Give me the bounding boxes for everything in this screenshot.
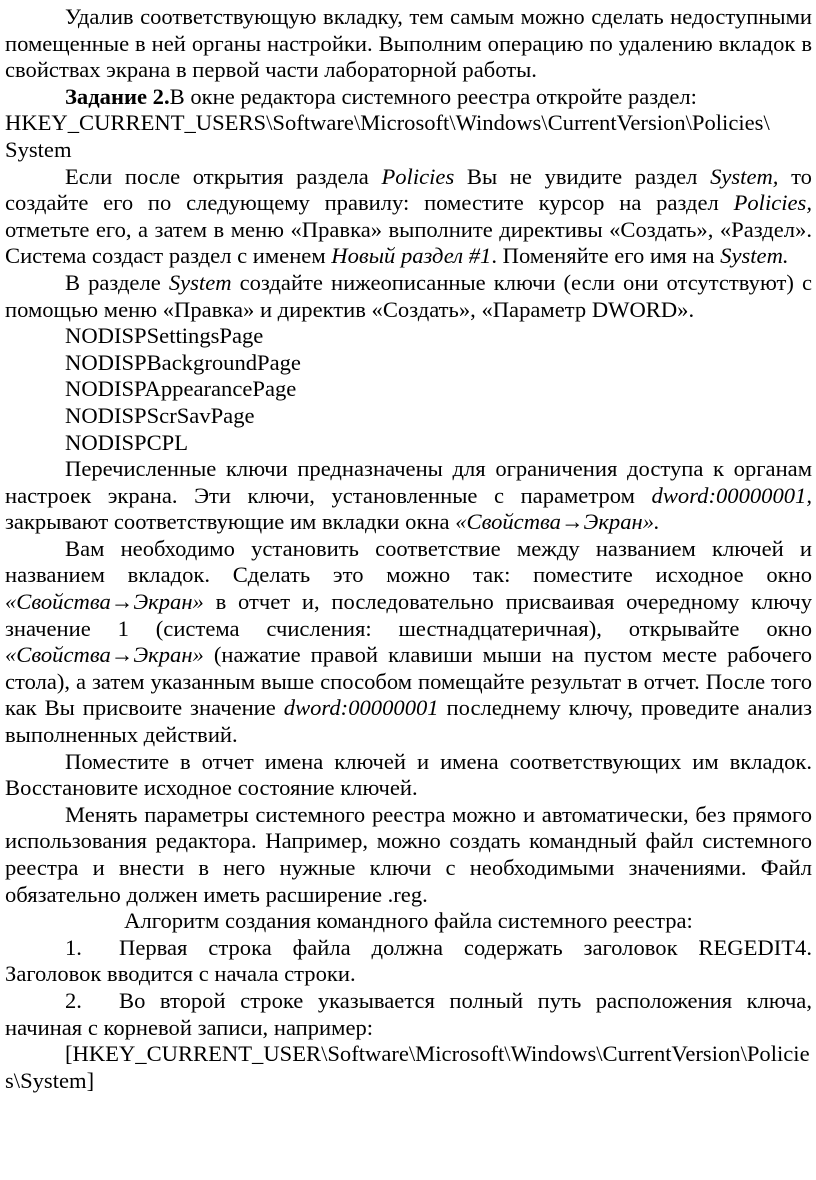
registry-path-end: System bbox=[5, 136, 72, 162]
italic-term: Новый раздел #1 bbox=[331, 243, 492, 269]
step-2 bbox=[5, 988, 812, 1041]
text-span: создайте нижеописанные ключи (если они отсутствуют) с помощью меню «Правка» и директив «Создать», «Параметр DWORD». bbox=[5, 269, 812, 322]
step-1 bbox=[5, 935, 812, 988]
algorithm-title: Алгоритм создания командного файла системного реестра: bbox=[124, 908, 693, 934]
text-span: в отчет и, последовательно присваивая очередному ключу значение 1 (система счисления: шестнадцатеричная), открывайте окно bbox=[5, 589, 812, 641]
italic-term: «Свойства→Экран» bbox=[5, 642, 204, 668]
italic-term: System bbox=[168, 269, 232, 295]
text-span: . Поменяйте его имя на bbox=[491, 243, 721, 269]
task-2-paragraph bbox=[5, 84, 812, 111]
step-text: Первая строка файла должна содержать заголовок REGEDIT4. Заголовок вводится с начала строки. bbox=[5, 934, 812, 987]
step-text: Во второй строке указывается полный путь расположения ключа, начиная с корневой записи, например: bbox=[5, 987, 812, 1040]
key-name: NODISPCPL bbox=[65, 429, 189, 455]
italic-term: System. bbox=[720, 243, 789, 269]
text-span: Если после открытия раздела bbox=[65, 163, 382, 189]
document-page bbox=[5, 4, 812, 1094]
italic-term: System, bbox=[710, 163, 779, 189]
text-span: Перечисленные ключи предназначены для ограничения доступа к органам настроек экрана. Эти ключи, установленные с параметром bbox=[5, 456, 812, 508]
create-section-paragraph bbox=[5, 164, 812, 270]
text-span: отметьте его, а затем в меню «Правка» выполните директивы «Создать», «Раздел». Система создаст раздел с именем bbox=[5, 216, 812, 269]
keys-purpose-paragraph bbox=[5, 456, 812, 536]
intro-paragraph: Удалив соответствующую вкладку, тем самым можно сделать недоступными помещенные в ней органы настройки. Выполним операцию по удалению вкладок в свойствах экрана в первой части лабораторной работы. bbox=[5, 4, 812, 83]
task-text: В окне редактора системного реестра откройте раздел: bbox=[169, 83, 697, 109]
mapping-paragraph bbox=[5, 536, 812, 749]
step-number: 2. bbox=[65, 987, 82, 1013]
italic-term: Policies bbox=[381, 163, 455, 189]
text-span: Вы не увидите раздел bbox=[454, 163, 711, 189]
automation-paragraph: Менять параметры системного реестра можно и автоматически, без прямого использования редактора. Например, можно создать командный файл системного реестра и внести в него нужные ключи с необходимыми значениями. Файл обязательно должен иметь расширение .reg. bbox=[5, 801, 812, 907]
key-name: NODISPScrSavPage bbox=[65, 402, 255, 428]
key-name: NODISPBackgroundPage bbox=[65, 349, 301, 375]
text-span: (нажатие правой клавиши мыши на пустом месте рабочего стола), а затем указанным выше способом помещайте результат в отчет. После того как Вы присвоите значение bbox=[5, 642, 812, 721]
step-number: 1. bbox=[65, 934, 82, 960]
key-name: NODISPSettingsPage bbox=[65, 323, 264, 349]
text-span: то создайте его по следующему правилу: поместите курсор на раздел bbox=[5, 163, 812, 216]
italic-term: «Свойства→Экран». bbox=[455, 509, 660, 535]
italic-term: dword:00000001, bbox=[651, 482, 812, 508]
italic-term: dword:00000001 bbox=[283, 695, 439, 721]
text-span: В разделе bbox=[65, 269, 169, 295]
registry-path-line: HKEY_CURRENT_USERS\Software\Microsoft\Windows\CurrentVersion\Policies\ bbox=[5, 110, 770, 136]
text-span: закрывают соответствующие им вкладки окна bbox=[5, 509, 456, 535]
example-registry-path: [HKEY_CURRENT_USER\Software\Microsoft\Windows\CurrentVersion\Policies\System] bbox=[5, 1041, 810, 1093]
text-span: Вам необходимо установить соответствие между названием ключей и названием вкладок. Сделать это можно так: поместите исходное окно bbox=[5, 535, 812, 588]
key-name: NODISPAppearancePage bbox=[65, 376, 297, 402]
report-paragraph: Поместите в отчет имена ключей и имена соответствующих им вкладок. Восстановите исходное состояние ключей. bbox=[5, 748, 812, 801]
italic-term: Policies, bbox=[733, 190, 812, 216]
italic-term: «Свойства→Экран» bbox=[5, 589, 204, 615]
task-label: Задание 2. bbox=[65, 83, 170, 109]
text-span: последнему ключу, проведите анализ выполненных действий. bbox=[5, 695, 812, 748]
create-keys-paragraph bbox=[5, 270, 812, 323]
